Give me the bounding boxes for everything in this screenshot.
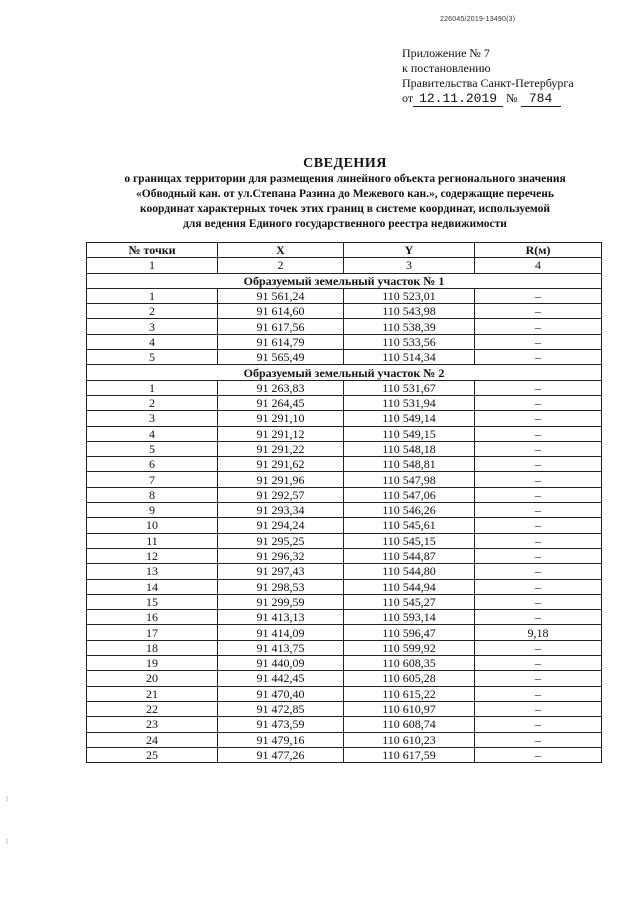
point-number-cell: 16 (87, 610, 218, 625)
appendix-line-1: Приложение № 7 (402, 46, 490, 60)
point-number-cell: 5 (87, 441, 218, 456)
point-number-cell: 2 (87, 304, 218, 319)
x-coordinate-cell: 91 291,96 (218, 472, 344, 487)
table-header-row (87, 243, 602, 258)
radius-cell: – (475, 732, 602, 747)
y-coordinate-cell: 110 615,22 (344, 686, 475, 701)
table-row (87, 610, 602, 625)
radius-cell: – (475, 472, 602, 487)
point-number-cell: 17 (87, 625, 218, 640)
x-coordinate-cell: 91 561,24 (218, 288, 344, 303)
x-coordinate-cell: 91 297,43 (218, 564, 344, 579)
description-line: координат характерных точек этих границ в системе координат, используемой (140, 203, 550, 215)
table-row (87, 441, 602, 456)
margin-mark: ⁞ (6, 795, 8, 803)
x-coordinate-cell: 91 293,34 (218, 503, 344, 518)
number-prefix: № (506, 91, 518, 105)
table-row (87, 656, 602, 671)
table-row (87, 717, 602, 732)
table-row (87, 319, 602, 334)
radius-cell: – (475, 457, 602, 472)
x-coordinate-cell: 91 565,49 (218, 350, 344, 365)
x-coordinate-cell: 91 442,45 (218, 671, 344, 686)
point-number-cell: 4 (87, 426, 218, 441)
x-coordinate-cell: 91 296,32 (218, 548, 344, 563)
radius-cell: 9,18 (475, 625, 602, 640)
x-coordinate-cell: 91 413,13 (218, 610, 344, 625)
point-number-cell: 12 (87, 548, 218, 563)
table-row (87, 288, 602, 303)
radius-cell: – (475, 656, 602, 671)
radius-cell: – (475, 395, 602, 410)
point-number-cell: 24 (87, 732, 218, 747)
radius-cell: – (475, 304, 602, 319)
point-number-cell: 14 (87, 579, 218, 594)
x-coordinate-cell: 91 414,09 (218, 625, 344, 640)
radius-cell: – (475, 411, 602, 426)
y-coordinate-cell: 110 549,15 (344, 426, 475, 441)
appendix-line-3: Правительства Санкт-Петербурга (402, 76, 574, 90)
x-coordinate-cell: 91 473,59 (218, 717, 344, 732)
point-number-cell: 1 (87, 288, 218, 303)
section-title: Образуемый земельный участок № 1 (87, 273, 602, 288)
x-coordinate-cell: 91 614,79 (218, 334, 344, 349)
y-coordinate-cell: 110 531,67 (344, 380, 475, 395)
column-number: 4 (475, 258, 602, 273)
coordinates-table (86, 242, 602, 763)
radius-cell: – (475, 671, 602, 686)
document-id: 226045/2019-13490(3) (440, 16, 516, 23)
y-coordinate-cell: 110 548,81 (344, 457, 475, 472)
x-coordinate-cell: 91 477,26 (218, 747, 344, 762)
point-number-cell: 1 (87, 380, 218, 395)
y-coordinate-cell: 110 544,87 (344, 548, 475, 563)
y-coordinate-cell: 110 533,56 (344, 334, 475, 349)
y-coordinate-cell: 110 599,92 (344, 640, 475, 655)
y-coordinate-cell: 110 514,34 (344, 350, 475, 365)
radius-cell: – (475, 594, 602, 609)
description-line: для ведения Единого государственного реестра недвижимости (183, 218, 507, 230)
radius-cell: – (475, 610, 602, 625)
point-number-cell: 23 (87, 717, 218, 732)
section-title: Образуемый земельный участок № 2 (87, 365, 602, 380)
decree-date-line (402, 91, 574, 107)
x-coordinate-cell: 91 298,53 (218, 579, 344, 594)
section-header-row (87, 365, 602, 380)
table-row (87, 503, 602, 518)
appendix-block (402, 46, 574, 107)
point-number-cell: 25 (87, 747, 218, 762)
x-coordinate-cell: 91 614,60 (218, 304, 344, 319)
radius-cell: – (475, 288, 602, 303)
x-coordinate-cell: 91 440,09 (218, 656, 344, 671)
table-row (87, 380, 602, 395)
table-row (87, 518, 602, 533)
table-row (87, 457, 602, 472)
table-row (87, 533, 602, 548)
y-coordinate-cell: 110 523,01 (344, 288, 475, 303)
document-title: СВЕДЕНИЯ (303, 156, 387, 171)
table-row (87, 564, 602, 579)
x-coordinate-cell: 91 617,56 (218, 319, 344, 334)
table-row (87, 671, 602, 686)
description-line: о границах территории для размещения линейного объекта регионального значения (124, 173, 566, 185)
radius-cell: – (475, 380, 602, 395)
table-row (87, 334, 602, 349)
point-number-cell: 6 (87, 457, 218, 472)
table-body (87, 258, 602, 763)
appendix-line-2: к постановлению (402, 61, 491, 75)
x-coordinate-cell: 91 292,57 (218, 487, 344, 502)
table-row (87, 701, 602, 716)
point-number-cell: 10 (87, 518, 218, 533)
point-number-cell: 4 (87, 334, 218, 349)
point-number-cell: 19 (87, 656, 218, 671)
table-row (87, 487, 602, 502)
header-radius: R(м) (475, 243, 602, 258)
y-coordinate-cell: 110 610,23 (344, 732, 475, 747)
point-number-cell: 13 (87, 564, 218, 579)
table-row (87, 395, 602, 410)
y-coordinate-cell: 110 543,98 (344, 304, 475, 319)
y-coordinate-cell: 110 531,94 (344, 395, 475, 410)
y-coordinate-cell: 110 548,18 (344, 441, 475, 456)
table-row (87, 304, 602, 319)
point-number-cell: 15 (87, 594, 218, 609)
radius-cell: – (475, 319, 602, 334)
y-coordinate-cell: 110 610,97 (344, 701, 475, 716)
table-row (87, 579, 602, 594)
header-y: Y (344, 243, 475, 258)
y-coordinate-cell: 110 617,59 (344, 747, 475, 762)
x-coordinate-cell: 91 472,85 (218, 701, 344, 716)
point-number-cell: 18 (87, 640, 218, 655)
y-coordinate-cell: 110 608,74 (344, 717, 475, 732)
column-number: 2 (218, 258, 344, 273)
x-coordinate-cell: 91 299,59 (218, 594, 344, 609)
radius-cell: – (475, 701, 602, 716)
y-coordinate-cell: 110 608,35 (344, 656, 475, 671)
y-coordinate-cell: 110 546,26 (344, 503, 475, 518)
radius-cell: – (475, 350, 602, 365)
point-number-cell: 9 (87, 503, 218, 518)
y-coordinate-cell: 110 545,15 (344, 533, 475, 548)
point-number-cell: 3 (87, 411, 218, 426)
table-row (87, 472, 602, 487)
margin-mark: ⁞ (6, 838, 8, 846)
x-coordinate-cell: 91 291,22 (218, 441, 344, 456)
y-coordinate-cell: 110 596,47 (344, 625, 475, 640)
x-coordinate-cell: 91 470,40 (218, 686, 344, 701)
y-coordinate-cell: 110 538,39 (344, 319, 475, 334)
column-number-row (87, 258, 602, 273)
x-coordinate-cell: 91 291,62 (218, 457, 344, 472)
radius-cell: – (475, 518, 602, 533)
radius-cell: – (475, 579, 602, 594)
section-header-row (87, 273, 602, 288)
date-prefix: от (402, 91, 414, 105)
y-coordinate-cell: 110 547,98 (344, 472, 475, 487)
x-coordinate-cell: 91 295,25 (218, 533, 344, 548)
x-coordinate-cell: 91 264,45 (218, 395, 344, 410)
table-row (87, 686, 602, 701)
radius-cell: – (475, 686, 602, 701)
column-number: 1 (87, 258, 218, 273)
x-coordinate-cell: 91 291,12 (218, 426, 344, 441)
x-coordinate-cell: 91 294,24 (218, 518, 344, 533)
column-number: 3 (344, 258, 475, 273)
header-point-number: № точки (87, 243, 218, 258)
y-coordinate-cell: 110 544,80 (344, 564, 475, 579)
radius-cell: – (475, 640, 602, 655)
table-row (87, 426, 602, 441)
y-coordinate-cell: 110 545,27 (344, 594, 475, 609)
table-row (87, 411, 602, 426)
radius-cell: – (475, 426, 602, 441)
header-x: X (218, 243, 344, 258)
point-number-cell: 22 (87, 701, 218, 716)
table-row (87, 625, 602, 640)
document-description (88, 172, 602, 232)
y-coordinate-cell: 110 605,28 (344, 671, 475, 686)
radius-cell: – (475, 503, 602, 518)
table-row (87, 732, 602, 747)
radius-cell: – (475, 441, 602, 456)
point-number-cell: 7 (87, 472, 218, 487)
decree-number: 784 (521, 92, 561, 107)
point-number-cell: 5 (87, 350, 218, 365)
radius-cell: – (475, 747, 602, 762)
radius-cell: – (475, 717, 602, 732)
point-number-cell: 21 (87, 686, 218, 701)
radius-cell: – (475, 533, 602, 548)
point-number-cell: 2 (87, 395, 218, 410)
x-coordinate-cell: 91 413,75 (218, 640, 344, 655)
table-row (87, 548, 602, 563)
point-number-cell: 11 (87, 533, 218, 548)
y-coordinate-cell: 110 545,61 (344, 518, 475, 533)
point-number-cell: 8 (87, 487, 218, 502)
radius-cell: – (475, 564, 602, 579)
y-coordinate-cell: 110 544,94 (344, 579, 475, 594)
radius-cell: – (475, 487, 602, 502)
point-number-cell: 3 (87, 319, 218, 334)
table-row (87, 350, 602, 365)
table-row (87, 640, 602, 655)
table-row (87, 594, 602, 609)
y-coordinate-cell: 110 547,06 (344, 487, 475, 502)
radius-cell: – (475, 334, 602, 349)
radius-cell: – (475, 548, 602, 563)
table-row (87, 747, 602, 762)
x-coordinate-cell: 91 479,16 (218, 732, 344, 747)
decree-date: 12.11.2019 (413, 92, 503, 107)
description-line: «Обводный кан. от ул.Степана Разина до Межевого кан.», содержащие перечень (136, 188, 554, 200)
y-coordinate-cell: 110 593,14 (344, 610, 475, 625)
point-number-cell: 20 (87, 671, 218, 686)
x-coordinate-cell: 91 263,83 (218, 380, 344, 395)
x-coordinate-cell: 91 291,10 (218, 411, 344, 426)
y-coordinate-cell: 110 549,14 (344, 411, 475, 426)
